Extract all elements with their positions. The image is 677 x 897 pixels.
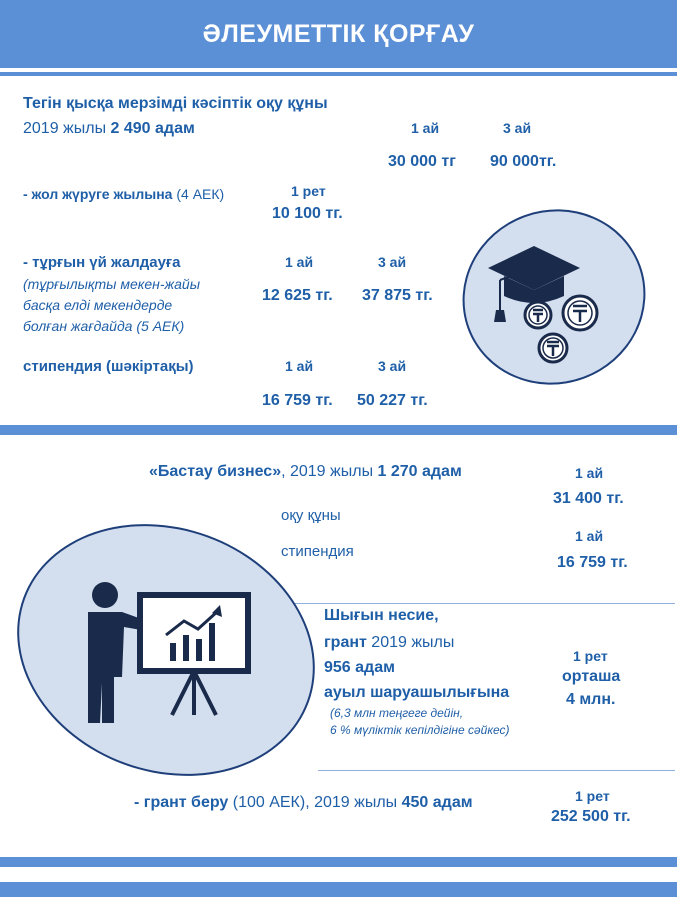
bastau-stipend-label: стипендия [281, 543, 354, 560]
housing-value-1: 12 625 тг. [262, 287, 333, 304]
section-divider [0, 425, 677, 435]
stipend-period-2: 3 ай [378, 358, 407, 374]
footer-band-2 [0, 882, 677, 897]
bastau-stipend-period: 1 ай [575, 528, 604, 544]
loan-year: 2019 жылы [366, 634, 455, 651]
housing-label: - тұрғын үй жалдауға [23, 254, 181, 271]
travel-label-note: (4 АЕК) [176, 186, 225, 202]
tuition-period-2: 3 ай [503, 120, 532, 136]
housing-period-1: 1 ай [285, 254, 314, 270]
tuition-value-2: 90 000тг. [490, 153, 557, 170]
loan-period: 1 рет [573, 648, 608, 664]
travel-label [23, 186, 224, 202]
housing-note-2: басқа елді мекендерде [23, 297, 173, 313]
header-underline [0, 72, 677, 76]
bastau-year: , 2019 жылы [281, 463, 374, 480]
loan-value: 4 млн. [566, 691, 616, 708]
loan-line-1: Шығын несие, [324, 607, 439, 624]
travel-period: 1 рет [291, 183, 326, 199]
section1-year-line [23, 120, 195, 138]
loan-note-1: (6,3 млн теңгеге дейін, [330, 706, 464, 720]
grant-value: 252 500 тг. [551, 808, 631, 825]
loan-note-2: 6 % мүліктік кепілдігіне сәйкес) [330, 723, 510, 737]
page-title: ƏЛЕУМЕТТІК ҚОРҒАУ [202, 20, 475, 48]
section1-heading: Тегін қысқа мерзімді кәсіптік оқу құны [23, 95, 328, 112]
grant-details: (100 АЕК), 2019 жылы [228, 794, 402, 811]
grant-period: 1 рет [575, 788, 610, 804]
stipend-label: стипендия (шәкіртақы) [23, 358, 194, 375]
loan-line-4: ауыл шаруашылығына [324, 684, 510, 701]
stipend-period-1: 1 ай [285, 358, 314, 374]
bastau-tuition-value: 31 400 тг. [553, 490, 624, 507]
travel-value: 10 100 тг. [272, 205, 343, 222]
divider-line-2 [318, 770, 675, 771]
presenter-chart-icon [60, 565, 260, 735]
bastau-count: 1 270 адам [377, 463, 462, 480]
bastau-tuition-label: оқу құны [281, 507, 341, 524]
bastau-tuition-period: 1 ай [575, 465, 604, 481]
loan-line-2 [324, 634, 454, 652]
housing-period-2: 3 ай [378, 254, 407, 270]
grant-line [134, 794, 473, 812]
housing-note-1: (тұрғылықты мекен-жайы [23, 276, 201, 292]
tuition-period-1: 1 ай [411, 120, 440, 136]
loan-line-3: 956 адам [324, 659, 395, 676]
stipend-value-2: 50 227 тг. [357, 392, 428, 409]
grant-label: - грант беру [134, 794, 229, 811]
divider-line-1 [285, 603, 675, 604]
loan-avg: орташа [562, 668, 621, 685]
section1-count: 2 490 адам [110, 120, 195, 137]
stipend-value-1: 16 759 тг. [262, 392, 333, 409]
tuition-value-1: 30 000 тг [388, 153, 456, 170]
grant-count: 450 адам [401, 794, 473, 811]
housing-value-2: 37 875 тг. [362, 287, 433, 304]
bastau-line [149, 463, 462, 481]
housing-note-3: болған жағдайда (5 АЕК) [23, 318, 185, 334]
bastau-name: «Бастау бизнес» [149, 463, 282, 480]
footer-band-1 [0, 857, 677, 867]
section1-year: 2019 жылы [23, 120, 107, 137]
loan-grant-word: грант [324, 634, 367, 651]
tenge-coin-icon [520, 285, 610, 365]
bastau-stipend-value: 16 759 тг. [557, 554, 628, 571]
travel-label-main: - жол жүруге жылына [23, 186, 173, 202]
header-bar [0, 0, 677, 68]
